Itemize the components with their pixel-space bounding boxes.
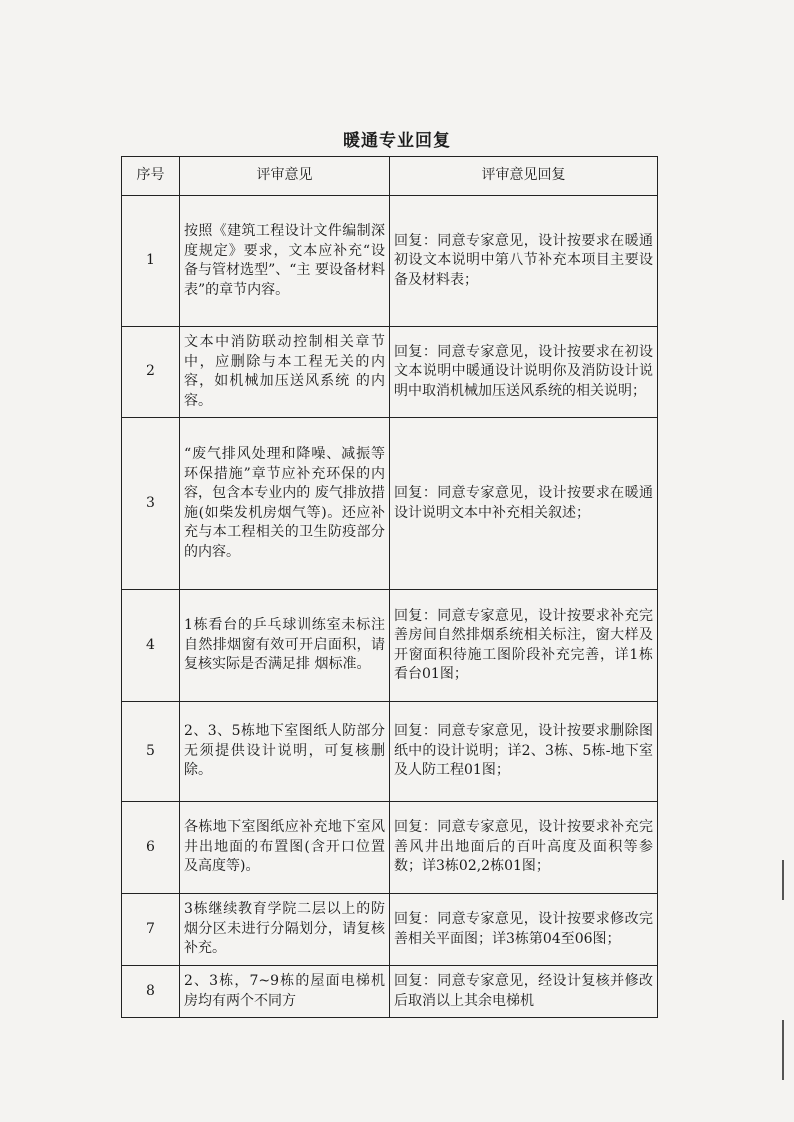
review-reply: 回复：同意专家意见，设计按要求修改完善相关平面图；详3栋第04至06图； [390, 894, 658, 966]
review-opinion: 1栋看台的乒乓球训练室未标注自然排烟窗有效可开启面积，请复核实际是否满足排 烟标准。 [180, 590, 390, 702]
review-opinion: 2、3、5栋地下室图纸人防部分无须提供设计说明，可复核删除。 [180, 702, 390, 802]
table-row [122, 196, 658, 327]
table-row [122, 327, 658, 418]
review-opinion: 2、3栋，7~9栋的屋面电梯机房均有两个不同方 [180, 966, 390, 1018]
review-reply: 回复：同意专家意见，设计按要求补充完善风井出地面后的百叶高度及面积等参数；详3栋02,2栋01图； [390, 802, 658, 894]
review-reply: 回复：同意专家意见，设计按要求在暖通设计说明文本中补充相关叙述； [390, 418, 658, 590]
table-row [122, 590, 658, 702]
review-opinion: 文本中消防联动控制相关章节中，应删除与本工程无关的内容，如机械加压送风系统 的内容。 [180, 327, 390, 418]
row-number: 7 [122, 894, 180, 966]
row-number: 2 [122, 327, 180, 418]
row-number: 3 [122, 418, 180, 590]
review-opinion: “废气排风处理和降噪、减振等环保措施”章节应补充环保的内容，包含本专业内的 废气排放措施(如柴发机房烟气等)。还应补充与本工程相关的卫生防疫部分的内容。 [180, 418, 390, 590]
scan-edge-mark [782, 860, 784, 900]
table-row [122, 702, 658, 802]
row-number: 1 [122, 196, 180, 327]
review-table [121, 156, 658, 1018]
row-number: 4 [122, 590, 180, 702]
review-reply: 回复：同意专家意见，设计按要求在初设文本说明中暖通设计说明你及消防设计说明中取消机械加压送风系统的相关说明； [390, 327, 658, 418]
table-row [122, 418, 658, 590]
review-opinion: 按照《建筑工程设计文件编制深度规定》要求，文本应补充“设备与管材选型”、“主 要设备材料表”的章节内容。 [180, 196, 390, 327]
review-reply: 回复：同意专家意见，经设计复核并修改后取消以上其余电梯机 [390, 966, 658, 1018]
row-number: 6 [122, 802, 180, 894]
header-opinion: 评审意见 [180, 157, 390, 196]
header-reply: 评审意见回复 [390, 157, 658, 196]
scan-edge-mark [782, 1020, 784, 1080]
table-header-row [122, 157, 658, 196]
page-title: 暖通专业回复 [343, 131, 451, 151]
review-opinion: 各栋地下室图纸应补充地下室风井出地面的布置图(含开口位置及高度等)。 [180, 802, 390, 894]
review-reply: 回复：同意专家意见，设计按要求删除图纸中的设计说明；详2、3栋、5栋-地下室及人防工程01图； [390, 702, 658, 802]
review-reply: 回复：同意专家意见，设计按要求补充完善房间自然排烟系统相关标注，窗大样及开窗面积待施工图阶段补充完善，详1栋看台01图； [390, 590, 658, 702]
row-number: 5 [122, 702, 180, 802]
review-reply: 回复：同意专家意见，设计按要求在暖通初设文本说明中第八节补充本项目主要设备及材料表； [390, 196, 658, 327]
table-row [122, 894, 658, 966]
table-row [122, 802, 658, 894]
header-no: 序号 [122, 157, 180, 196]
review-opinion: 3栋继续教育学院二层以上的防烟分区未进行分隔划分，请复核补充。 [180, 894, 390, 966]
table-row [122, 966, 658, 1018]
row-number: 8 [122, 966, 180, 1018]
